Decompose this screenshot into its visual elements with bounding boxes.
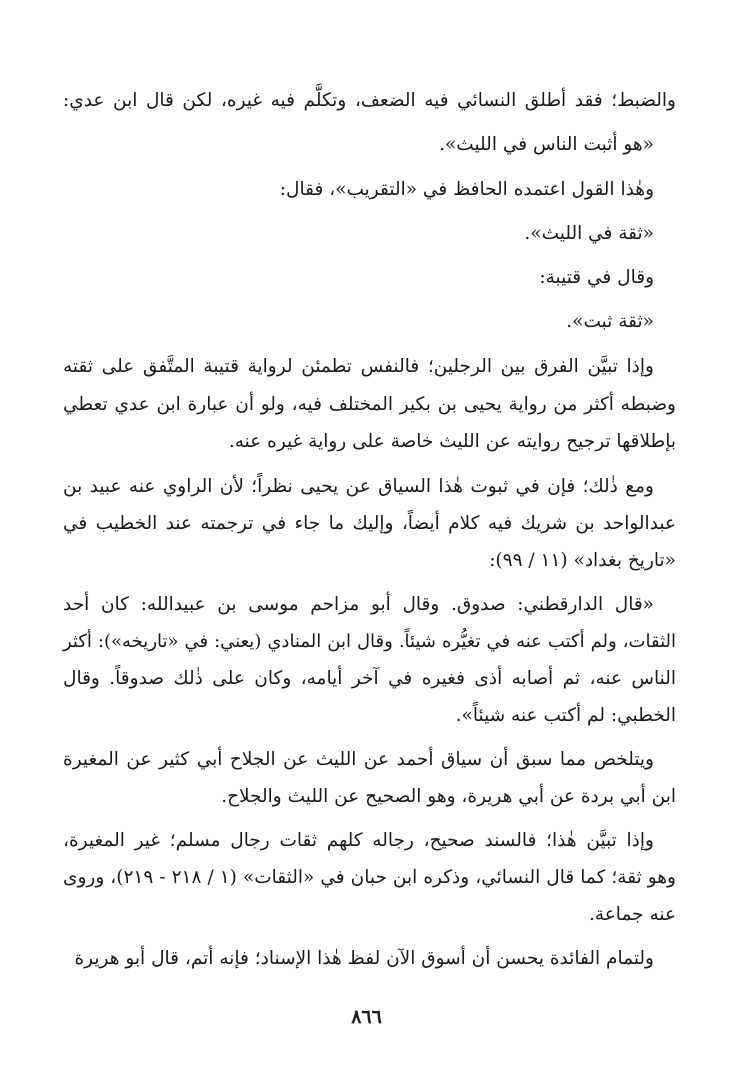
- text-line-2: «هو أثبت الناس في الليث».: [439, 134, 654, 155]
- text-line-5: وقال في قتيبة:: [539, 267, 654, 288]
- text-line-15: الناس عنه، ثم أصابه أذى فغيره في آخر أيامه، وكان على ذٰلك صدوقاً. وقال: [63, 668, 676, 689]
- text-line-20: وهو ثقة؛ كما قال النسائي، وذكره ابن حبان في «الثقات» (١ / ٢١٨ - ٢١٩)، وروى: [63, 867, 676, 888]
- text-line-10: ومع ذٰلك؛ فإن في ثبوت هٰذا السياق عن يحيى نظراً؛ لأن الراوي عنه عبيد بن: [63, 476, 654, 497]
- text-line-14: الثقات، ولم أكتب عنه في تغيُّره شيئاً. وقال ابن المنادي (يعني: في «تاريخه»): أكثر: [63, 631, 676, 652]
- text-line-21: عنه جماعة.: [588, 904, 676, 925]
- text-line-3: وهٰذا القول اعتمده الحافظ في «التقريب»، فقال:: [279, 179, 654, 200]
- text-line-18: ابن أبي بردة عن أبي هريرة، وهو الصحيح عن الليث والجلاح.: [221, 786, 676, 807]
- text-line-11: عبدالواحد بن شريك فيه كلام أيضاً، وإليك ما جاء في ترجمته عند الخطيب في: [63, 513, 676, 534]
- text-line-22: ولتمام الفائدة يحسن أن أسوق الآن لفظ هٰذا الإسناد؛ فإنه أتم، قال أبو هريرة: [74, 948, 654, 969]
- text-line-12: «تاريخ بغداد» (١١ / ٩٩):: [489, 550, 676, 571]
- page-number: ٨٦٦: [351, 1006, 382, 1028]
- text-line-4: «ثقة في الليث».: [524, 223, 654, 244]
- text-line-17: ويتلخص مما سبق أن سياق أحمد عن الليث عن الجلاح أبي كثير عن المغيرة: [63, 749, 654, 770]
- text-line-1: والضبط؛ فقد أطلق النسائي فيه الضعف، وتكلَّم فيه غيره، لكن قال ابن عدي:: [63, 90, 676, 111]
- text-line-6: «ثقة ثبت».: [566, 311, 654, 332]
- text-line-16: الخطبي: لم أكتب عنه شيئاً».: [455, 705, 676, 726]
- text-line-7: وإذا تبيَّن الفرق بين الرجلين؛ فالنفس تطمئن لرواية قتيبة المتَّفق على ثقته: [63, 356, 654, 377]
- text-line-19: وإذا تبيَّن هٰذا؛ فالسند صحيح، رجاله كلهم ثقات رجال مسلم؛ غير المغيرة،: [63, 830, 654, 851]
- text-line-8: وضبطه أكثر من رواية يحيى بن بكير المختلف فيه، ولو أن عبارة ابن عدي تعطي: [63, 394, 676, 415]
- text-line-9: بإطلاقها ترجيح روايته عن الليث خاصة على رواية غيره عنه.: [228, 431, 676, 452]
- text-line-13: «قال الدارقطني: صدوق. وقال أبو مزاحم موسى بن عبيدالله: كان أحد: [63, 594, 654, 615]
